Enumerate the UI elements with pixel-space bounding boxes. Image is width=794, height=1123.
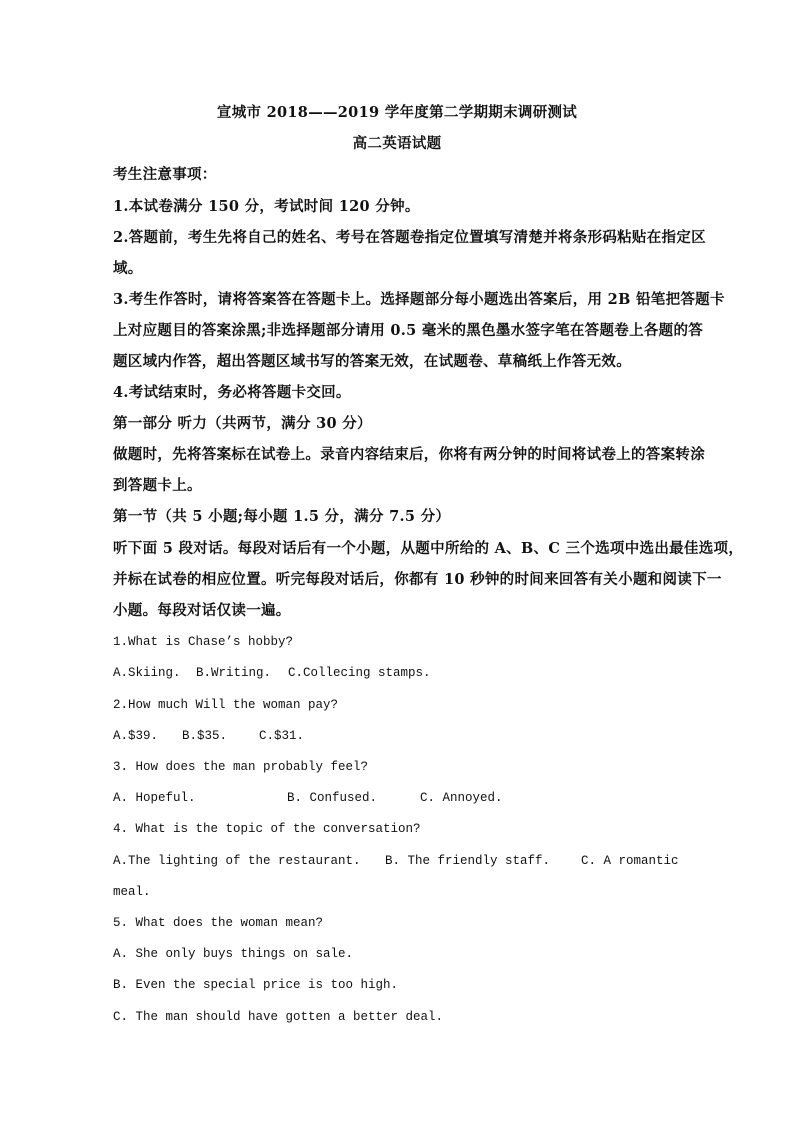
- notice-line: 题区域内作答，超出答题区域书写的答案无效，在试题卷、草稿纸上作答无效。: [113, 353, 631, 370]
- answer-option: A. Hopeful.: [113, 791, 196, 805]
- answer-option: B. The friendly staff.: [385, 854, 551, 868]
- exam-subtitle: 高二英语试题: [352, 135, 442, 152]
- answer-option: A.The lighting of the restaurant.: [113, 854, 361, 868]
- answer-option: C. A romantic: [581, 854, 679, 868]
- answer-option: C. The man should have gotten a better deal.: [113, 1010, 444, 1024]
- notice-line: 2.答题前，考生先将自己的姓名、考号在答题卷指定位置填写清楚并将条形码粘贴在指定区: [113, 229, 706, 246]
- notice-line: 1.本试卷满分 150 分，考试时间 120 分钟。: [113, 198, 420, 215]
- question-stem: 2.How much Will the woman pay?: [113, 698, 339, 712]
- question-stem: 5. What does the woman mean?: [113, 916, 324, 930]
- answer-option: B. Confused.: [287, 791, 378, 805]
- section1-instruction: 小题。每段对话仅读一遍。: [113, 602, 291, 619]
- exam-title: 宣城市 2018——2019 学年度第二学期期末调研测试: [216, 104, 578, 121]
- notice-line: 上对应题目的答案涂黑;非选择题部分请用 0.5 毫米的黑色墨水签字笔在答题卷上各题的答: [113, 322, 704, 339]
- section1-instruction: 听下面 5 段对话。每段对话后有一个小题，从题中所给的 A、B、C 三个选项中选出最佳选项，: [113, 540, 744, 557]
- question-stem: 3. How does the man probably feel?: [113, 760, 369, 774]
- notice-heading: 考生注意事项：: [113, 166, 217, 183]
- part1-instruction: 做题时，先将答案标在试卷上。录音内容结束后，你将有两分钟的时间将试卷上的答案转涂: [113, 446, 705, 463]
- answer-option: A.Skiing.: [113, 666, 181, 680]
- answer-option: B.$35.: [182, 729, 228, 743]
- question-stem: 1.What is Chase’s hobby?: [113, 635, 294, 649]
- section1-heading: 第一节（共 5 小题;每小题 1.5 分，满分 7.5 分）: [113, 508, 451, 525]
- answer-option-continuation: meal.: [113, 885, 151, 899]
- answer-option: C.Collecing stamps.: [288, 666, 431, 680]
- part1-heading: 第一部分 听力（共两节，满分 30 分）: [113, 415, 372, 432]
- answer-option: A. She only buys things on sale.: [113, 947, 354, 961]
- question-stem: 4. What is the topic of the conversation?: [113, 822, 421, 836]
- section1-instruction: 并标在试卷的相应位置。听完每段对话后，你都有 10 秒钟的时间来回答有关小题和阅读下一: [113, 571, 722, 588]
- answer-option: A.$39.: [113, 729, 159, 743]
- answer-option: C. Annoyed.: [420, 791, 503, 805]
- part1-instruction: 到答题卡上。: [113, 477, 202, 494]
- answer-option: C.$31.: [259, 729, 305, 743]
- answer-option: B. Even the special price is too high.: [113, 978, 399, 992]
- notice-line: 3.考生作答时，请将答案答在答题卡上。选择题部分每小题选出答案后，用 2B 铅笔把答题卡: [113, 291, 725, 308]
- notice-line: 域。: [113, 260, 143, 277]
- answer-option: B.Writing.: [196, 666, 272, 680]
- notice-line: 4.考试结束时，务必将答题卡交回。: [113, 384, 351, 401]
